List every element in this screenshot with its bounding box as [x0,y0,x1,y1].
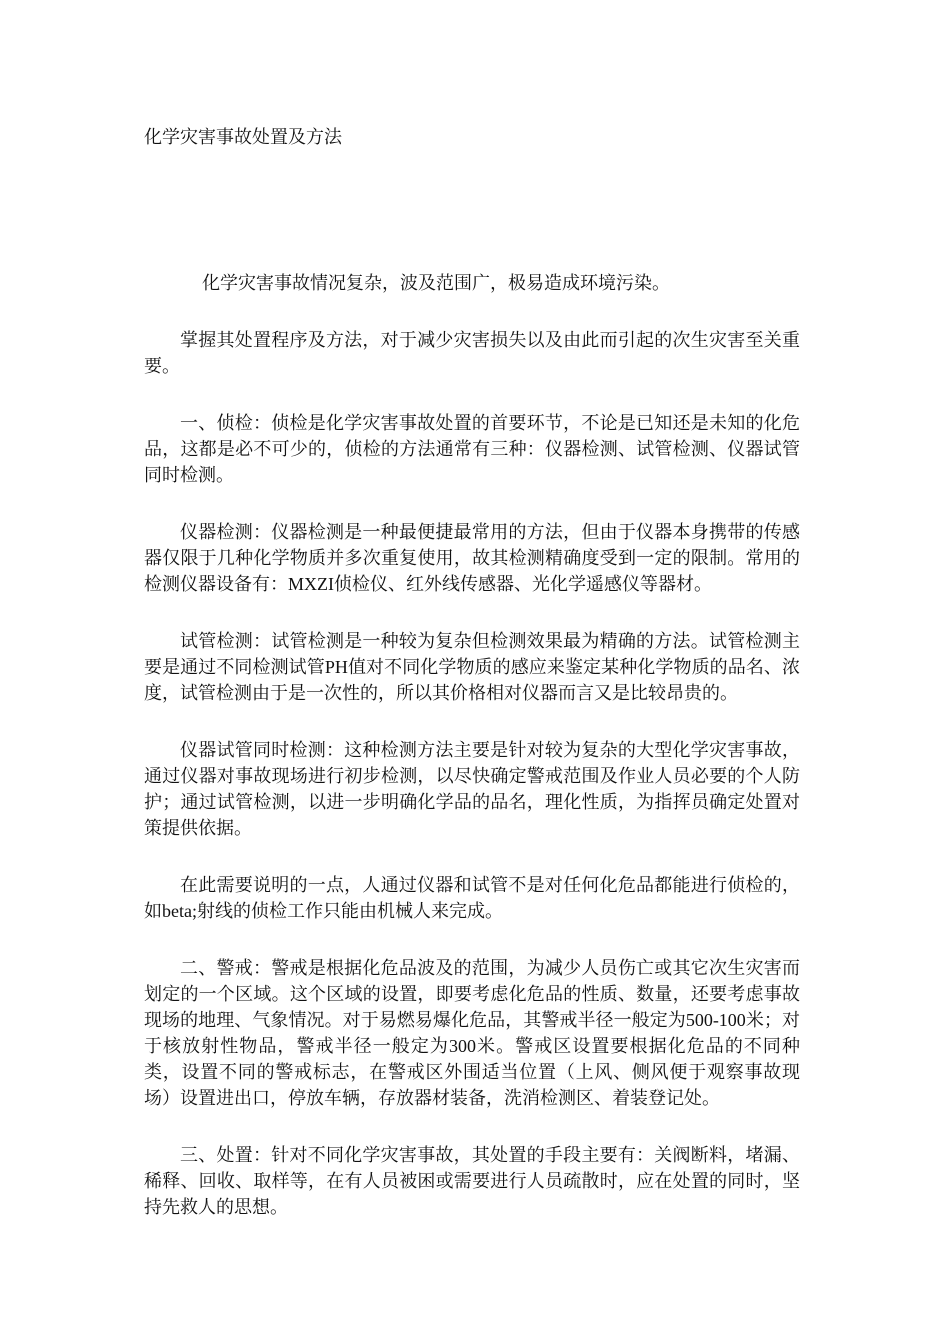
paragraph-importance: 掌握其处置程序及方法，对于减少灾害损失以及由此而引起的次生灾害至关重要。 [144,330,800,376]
paragraph-instrument-detection: 仪器检测：仪器检测是一种最便捷最常用的方法，但由于仪器本身携带的传感器仅限于几种化学物质并多次重复使用，故其检测精确度受到一定的限制。常用的检测仪器设备有：MXZI侦检仪、红外线传感器、光化学遥感仪等器材。 [144,522,800,594]
paragraph-combined-detection: 仪器试管同时检测：这种检测方法主要是针对较为复杂的大型化学灾害事故，通过仪器对事故现场进行初步检测，以尽快确定警戒范围及作业人员必要的个人防护；通过试管检测，以进一步明确化学品的品名，理化性质，为指挥员确定处置对策提供依据。 [144,740,800,838]
document-title: 化学灾害事故处置及方法 [144,127,342,147]
paragraph-detection: 一、侦检：侦检是化学灾害事故处置的首要环节，不论是已知还是未知的化危品，这都是必不可少的，侦检的方法通常有三种：仪器检测、试管检测、仪器试管同时检测。 [144,413,800,485]
paragraph-note: 在此需要说明的一点，人通过仪器和试管不是对任何化危品都能进行侦检的，如beta;射线的侦检工作只能由机械人来完成。 [144,875,800,921]
paragraph-cordon: 二、警戒：警戒是根据化危品波及的范围，为减少人员伤亡或其它次生灾害而划定的一个区域。这个区域的设置，即要考虑化危品的性质、数量，还要考虑事故现场的地理、气象情况。对于易燃易爆化危品，其警戒半径一般定为500-100米；对于核放射性物品，警戒半径一般定为300米。警戒区设置要根据化危品的不同种类，设置不同的警戒标志，在警戒区外围适当位置（上风、侧风便于观察事故现场）设置进出口，停放车辆，存放器材装备，洗消检测区、着装登记处。 [144,958,800,1108]
paragraph-disposal: 三、处置：针对不同化学灾害事故，其处置的手段主要有：关阀断料，堵漏、稀释、回收、取样等，在有人员被困或需要进行人员疏散时，应在处置的同时，坚持先救人的思想。 [144,1145,800,1217]
paragraph-intro: 化学灾害事故情况复杂，波及范围广，极易造成环境污染。 [202,273,670,293]
paragraph-tube-detection: 试管检测：试管检测是一种较为复杂但检测效果最为精确的方法。试管检测主要是通过不同检测试管PH值对不同化学物质的感应来鉴定某种化学物质的品名、浓度，试管检测由于是一次性的，所以其价格相对仪器而言又是比较昂贵的。 [144,631,800,703]
document-body [144,270,800,1251]
